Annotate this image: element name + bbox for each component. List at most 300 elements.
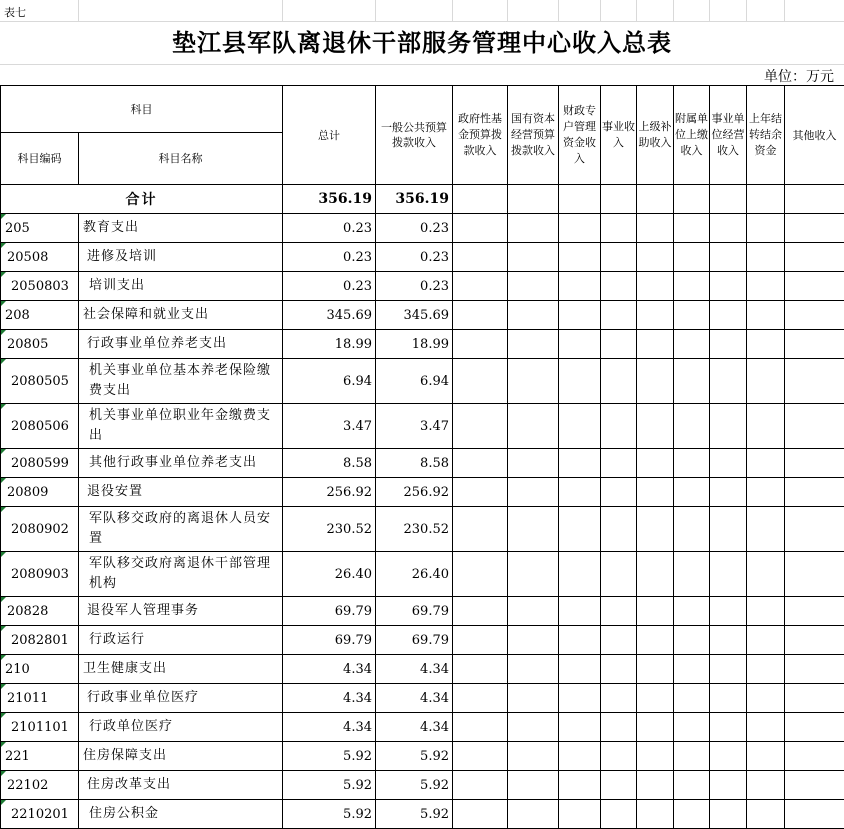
empty-cell <box>785 800 844 829</box>
table-row <box>1 800 844 829</box>
table-row <box>1 742 844 771</box>
empty-cell <box>508 330 559 359</box>
total-value: 3.47 <box>283 404 376 449</box>
general-budget-value: 4.34 <box>376 684 453 713</box>
grid-col <box>600 0 601 21</box>
empty-cell <box>710 478 747 507</box>
empty-cell <box>747 655 785 684</box>
header-other-income: 其他收入 <box>785 86 844 185</box>
empty-cell <box>453 243 508 272</box>
empty-cell <box>559 800 601 829</box>
empty-cell <box>785 626 844 655</box>
empty-cell <box>508 597 559 626</box>
subject-code: 20805 <box>1 330 79 359</box>
header-fiscal-special: 财政专户管理资金收入 <box>559 86 601 185</box>
subject-name: 卫生健康支出 <box>79 655 283 684</box>
empty-cell <box>785 552 844 597</box>
empty-cell <box>508 742 559 771</box>
total-value: 0.23 <box>283 214 376 243</box>
empty-cell <box>785 301 844 330</box>
empty-cell <box>637 359 674 404</box>
empty-cell <box>601 713 637 742</box>
empty-cell <box>453 800 508 829</box>
table-row <box>1 478 844 507</box>
empty-cell <box>674 771 710 800</box>
general-budget-value: 18.99 <box>376 330 453 359</box>
empty-cell <box>637 404 674 449</box>
empty-cell <box>453 713 508 742</box>
empty-cell <box>601 742 637 771</box>
subject-name: 培训支出 <box>79 272 283 301</box>
subject-name: 行政事业单位养老支出 <box>79 330 283 359</box>
grid-row <box>0 0 844 22</box>
empty-cell <box>785 330 844 359</box>
subject-code: 221 <box>1 742 79 771</box>
empty-cell <box>453 301 508 330</box>
empty-cell <box>559 684 601 713</box>
total-value: 5.92 <box>283 742 376 771</box>
subject-code: 205 <box>1 214 79 243</box>
empty-cell <box>637 626 674 655</box>
subject-name: 军队移交政府离退休干部管理机构 <box>79 552 283 597</box>
subject-name: 机关事业单位基本养老保险缴费支出 <box>79 359 283 404</box>
empty-cell <box>710 404 747 449</box>
empty-cell <box>785 655 844 684</box>
empty-cell <box>674 655 710 684</box>
grid-row <box>0 64 844 65</box>
empty-cell <box>601 800 637 829</box>
total-value: 69.79 <box>283 626 376 655</box>
empty-cell <box>747 272 785 301</box>
grid-col <box>784 0 785 21</box>
empty-cell <box>453 552 508 597</box>
general-budget-value: 0.23 <box>376 214 453 243</box>
empty-cell <box>508 507 559 552</box>
empty-cell <box>601 272 637 301</box>
empty-cell <box>601 655 637 684</box>
table-row <box>1 552 844 597</box>
empty-cell <box>508 655 559 684</box>
empty-cell <box>601 771 637 800</box>
empty-cell <box>453 655 508 684</box>
subject-name: 住房保障支出 <box>79 742 283 771</box>
empty-cell <box>453 330 508 359</box>
header-business-income: 事业收入 <box>601 86 637 185</box>
empty-cell <box>674 449 710 478</box>
subject-code: 20828 <box>1 597 79 626</box>
empty-cell <box>747 507 785 552</box>
empty-cell <box>508 243 559 272</box>
empty-cell <box>559 449 601 478</box>
header-state-capital: 国有资本经营预算拨款收入 <box>508 86 559 185</box>
empty-cell <box>747 626 785 655</box>
empty-cell <box>637 742 674 771</box>
general-budget-value: 3.47 <box>376 404 453 449</box>
header-affiliated-income: 附属单位上缴收入 <box>674 86 710 185</box>
empty-cell <box>453 359 508 404</box>
empty-cell <box>508 626 559 655</box>
table-row <box>1 243 844 272</box>
empty-cell <box>508 478 559 507</box>
header-superior-subsidy: 上级补助收入 <box>637 86 674 185</box>
subject-name: 进修及培训 <box>79 243 283 272</box>
empty-cell <box>785 507 844 552</box>
empty-cell <box>559 507 601 552</box>
empty-cell <box>559 301 601 330</box>
empty-cell <box>559 214 601 243</box>
empty-cell <box>637 243 674 272</box>
general-budget-value: 345.69 <box>376 301 453 330</box>
unit-label: 单位：万元 <box>764 66 834 86</box>
empty-cell <box>747 359 785 404</box>
subject-code: 210 <box>1 655 79 684</box>
empty-cell <box>674 214 710 243</box>
empty-cell <box>710 449 747 478</box>
subject-name: 住房公积金 <box>79 800 283 829</box>
general-budget-value: 5.92 <box>376 742 453 771</box>
general-budget-value: 4.34 <box>376 655 453 684</box>
empty-cell <box>508 684 559 713</box>
general-budget-value: 5.92 <box>376 771 453 800</box>
empty-cell <box>785 243 844 272</box>
total-value: 69.79 <box>283 597 376 626</box>
subject-code: 21011 <box>1 684 79 713</box>
table-row <box>1 359 844 404</box>
header-subject-code: 科目编码 <box>1 133 79 185</box>
empty-cell <box>674 713 710 742</box>
empty-cell <box>674 359 710 404</box>
table-row <box>1 330 844 359</box>
empty-cell <box>785 359 844 404</box>
empty-cell <box>508 800 559 829</box>
page-title: 垫江县军队离退休干部服务管理中心收入总表 <box>0 24 844 62</box>
empty-cell <box>559 713 601 742</box>
empty-cell <box>674 552 710 597</box>
empty-cell <box>601 301 637 330</box>
empty-cell <box>637 214 674 243</box>
subject-name: 退役安置 <box>79 478 283 507</box>
empty-cell <box>710 214 747 243</box>
empty-cell <box>674 478 710 507</box>
empty-cell <box>674 272 710 301</box>
table-row <box>1 713 844 742</box>
empty-cell <box>508 771 559 800</box>
empty-cell <box>559 243 601 272</box>
empty-cell <box>747 449 785 478</box>
subject-code: 20809 <box>1 478 79 507</box>
empty-cell <box>508 713 559 742</box>
empty-cell <box>637 272 674 301</box>
empty-cell <box>601 243 637 272</box>
empty-cell <box>747 330 785 359</box>
empty-cell <box>747 552 785 597</box>
subject-code: 2080599 <box>1 449 79 478</box>
total-value: 4.34 <box>283 713 376 742</box>
total-value: 0.23 <box>283 243 376 272</box>
empty-cell <box>453 684 508 713</box>
empty-cell <box>559 655 601 684</box>
header-carryover: 上年结转结余资金 <box>747 86 785 185</box>
subject-code: 208 <box>1 301 79 330</box>
empty-cell <box>710 684 747 713</box>
total-value: 8.58 <box>283 449 376 478</box>
empty-cell <box>785 404 844 449</box>
table-row <box>1 626 844 655</box>
empty-cell <box>674 507 710 552</box>
empty-cell <box>637 449 674 478</box>
empty-cell <box>453 272 508 301</box>
subject-name: 退役军人管理事务 <box>79 597 283 626</box>
empty-cell <box>601 330 637 359</box>
table-row <box>1 684 844 713</box>
total-value: 6.94 <box>283 359 376 404</box>
empty-cell <box>637 552 674 597</box>
empty-cell <box>601 626 637 655</box>
empty-cell <box>674 404 710 449</box>
header-general-budget: 一般公共预算拨款收入 <box>376 86 453 185</box>
income-table <box>0 85 844 829</box>
subject-code: 2080506 <box>1 404 79 449</box>
empty-cell <box>601 507 637 552</box>
table-row <box>1 771 844 800</box>
general-budget-value: 6.94 <box>376 359 453 404</box>
general-budget-value: 0.23 <box>376 272 453 301</box>
empty-cell <box>637 478 674 507</box>
general-budget-value: 0.23 <box>376 243 453 272</box>
grid-col <box>282 0 283 21</box>
empty-cell <box>710 301 747 330</box>
subject-code: 20508 <box>1 243 79 272</box>
empty-cell <box>785 449 844 478</box>
subject-name: 教育支出 <box>79 214 283 243</box>
table-row <box>1 301 844 330</box>
empty-cell <box>637 684 674 713</box>
table-row <box>1 449 844 478</box>
empty-cell <box>453 507 508 552</box>
empty-cell <box>710 507 747 552</box>
table-row <box>1 272 844 301</box>
empty-cell <box>747 214 785 243</box>
subject-name: 机关事业单位职业年金缴费支出 <box>79 404 283 449</box>
empty-cell <box>601 404 637 449</box>
empty-cell <box>508 272 559 301</box>
subject-name: 其他行政事业单位养老支出 <box>79 449 283 478</box>
empty-cell <box>710 655 747 684</box>
empty-cell <box>508 404 559 449</box>
empty-cell <box>637 330 674 359</box>
total-value: 0.23 <box>283 272 376 301</box>
empty-cell <box>674 742 710 771</box>
empty-cell <box>637 507 674 552</box>
empty-cell <box>453 626 508 655</box>
empty-cell <box>785 713 844 742</box>
empty-cell <box>453 404 508 449</box>
grid-col <box>746 0 747 21</box>
empty-cell <box>785 272 844 301</box>
empty-cell <box>747 742 785 771</box>
subject-code: 2210201 <box>1 800 79 829</box>
empty-cell <box>747 800 785 829</box>
subject-name: 社会保障和就业支出 <box>79 301 283 330</box>
empty-cell <box>710 359 747 404</box>
total-value: 256.92 <box>283 478 376 507</box>
empty-cell <box>710 597 747 626</box>
empty-cell <box>710 800 747 829</box>
subject-name: 行政运行 <box>79 626 283 655</box>
empty-cell <box>637 301 674 330</box>
table-row <box>1 404 844 449</box>
empty-cell <box>559 478 601 507</box>
empty-cell <box>674 597 710 626</box>
empty-cell <box>601 214 637 243</box>
empty-cell <box>637 655 674 684</box>
total-value: 4.34 <box>283 684 376 713</box>
total-label: 合计 <box>1 185 283 214</box>
empty-cell <box>559 404 601 449</box>
subject-code: 2082801 <box>1 626 79 655</box>
total-value: 5.92 <box>283 800 376 829</box>
general-budget-value: 256.92 <box>376 478 453 507</box>
empty-cell <box>710 272 747 301</box>
general-budget-value: 26.40 <box>376 552 453 597</box>
general-budget-value: 5.92 <box>376 800 453 829</box>
sheet-tag: 表七 <box>4 4 26 20</box>
empty-cell <box>453 449 508 478</box>
empty-cell <box>559 626 601 655</box>
empty-cell <box>710 552 747 597</box>
empty-cell <box>453 597 508 626</box>
subject-name: 行政事业单位医疗 <box>79 684 283 713</box>
subject-code: 2050803 <box>1 272 79 301</box>
general-budget-value: 230.52 <box>376 507 453 552</box>
empty-cell <box>601 597 637 626</box>
header-gov-fund: 政府性基金预算拨款收入 <box>453 86 508 185</box>
empty-cell <box>785 742 844 771</box>
empty-cell <box>785 684 844 713</box>
empty-cell <box>747 597 785 626</box>
empty-cell <box>508 301 559 330</box>
empty-cell <box>674 626 710 655</box>
total-value: 18.99 <box>283 330 376 359</box>
total-value: 345.69 <box>283 301 376 330</box>
empty-cell <box>637 800 674 829</box>
grid-col <box>452 0 453 21</box>
subject-name: 军队移交政府的离退休人员安置 <box>79 507 283 552</box>
table-row <box>1 214 844 243</box>
grid-col <box>558 0 559 21</box>
empty-cell <box>747 478 785 507</box>
table-row <box>1 597 844 626</box>
empty-cell <box>785 214 844 243</box>
empty-cell <box>508 552 559 597</box>
subject-code: 2080505 <box>1 359 79 404</box>
empty-cell <box>785 597 844 626</box>
total-general-value: 356.19 <box>376 185 453 214</box>
general-budget-value: 69.79 <box>376 626 453 655</box>
empty-cell <box>559 552 601 597</box>
subject-code: 22102 <box>1 771 79 800</box>
grid-col <box>636 0 637 21</box>
empty-cell <box>559 597 601 626</box>
empty-cell <box>559 771 601 800</box>
total-value: 26.40 <box>283 552 376 597</box>
empty-cell <box>747 243 785 272</box>
empty-cell <box>747 404 785 449</box>
grid-col <box>507 0 508 21</box>
empty-cell <box>674 243 710 272</box>
general-budget-value: 8.58 <box>376 449 453 478</box>
subject-name: 住房改革支出 <box>79 771 283 800</box>
empty-cell <box>453 742 508 771</box>
empty-cell <box>559 330 601 359</box>
empty-cell <box>710 243 747 272</box>
empty-cell <box>559 742 601 771</box>
grid-col <box>709 0 710 21</box>
empty-cell <box>710 742 747 771</box>
empty-cell <box>710 713 747 742</box>
empty-cell <box>674 684 710 713</box>
empty-cell <box>747 771 785 800</box>
empty-cell <box>559 272 601 301</box>
total-value: 4.34 <box>283 655 376 684</box>
header-subject: 科目 <box>1 86 283 133</box>
empty-cell <box>601 552 637 597</box>
empty-cell <box>710 626 747 655</box>
table-row <box>1 507 844 552</box>
empty-cell <box>637 771 674 800</box>
total-value: 356.19 <box>283 185 376 214</box>
general-budget-value: 69.79 <box>376 597 453 626</box>
subject-code: 2101101 <box>1 713 79 742</box>
empty-cell <box>508 359 559 404</box>
grid-col <box>673 0 674 21</box>
grid-col <box>375 0 376 21</box>
empty-cell <box>710 330 747 359</box>
empty-cell <box>508 214 559 243</box>
header-total: 总计 <box>283 86 376 185</box>
grid-row <box>0 21 844 22</box>
grid-col <box>78 0 79 21</box>
empty-cell <box>637 597 674 626</box>
empty-cell <box>601 684 637 713</box>
header-operating-income: 事业单位经营收入 <box>710 86 747 185</box>
general-budget-value: 4.34 <box>376 713 453 742</box>
table-row <box>1 655 844 684</box>
empty-cell <box>453 771 508 800</box>
empty-cell <box>747 713 785 742</box>
total-value: 230.52 <box>283 507 376 552</box>
total-row <box>1 185 844 214</box>
empty-cell <box>674 330 710 359</box>
empty-cell <box>601 359 637 404</box>
empty-cell <box>674 301 710 330</box>
empty-cell <box>710 771 747 800</box>
empty-cell <box>747 301 785 330</box>
subject-code: 2080903 <box>1 552 79 597</box>
empty-cell <box>453 478 508 507</box>
empty-cell <box>508 449 559 478</box>
total-value: 5.92 <box>283 771 376 800</box>
subject-name: 行政单位医疗 <box>79 713 283 742</box>
subject-code: 2080902 <box>1 507 79 552</box>
empty-cell <box>559 359 601 404</box>
header-subject-name: 科目名称 <box>79 133 283 185</box>
empty-cell <box>674 800 710 829</box>
empty-cell <box>601 449 637 478</box>
empty-cell <box>453 214 508 243</box>
empty-cell <box>637 713 674 742</box>
empty-cell <box>785 771 844 800</box>
